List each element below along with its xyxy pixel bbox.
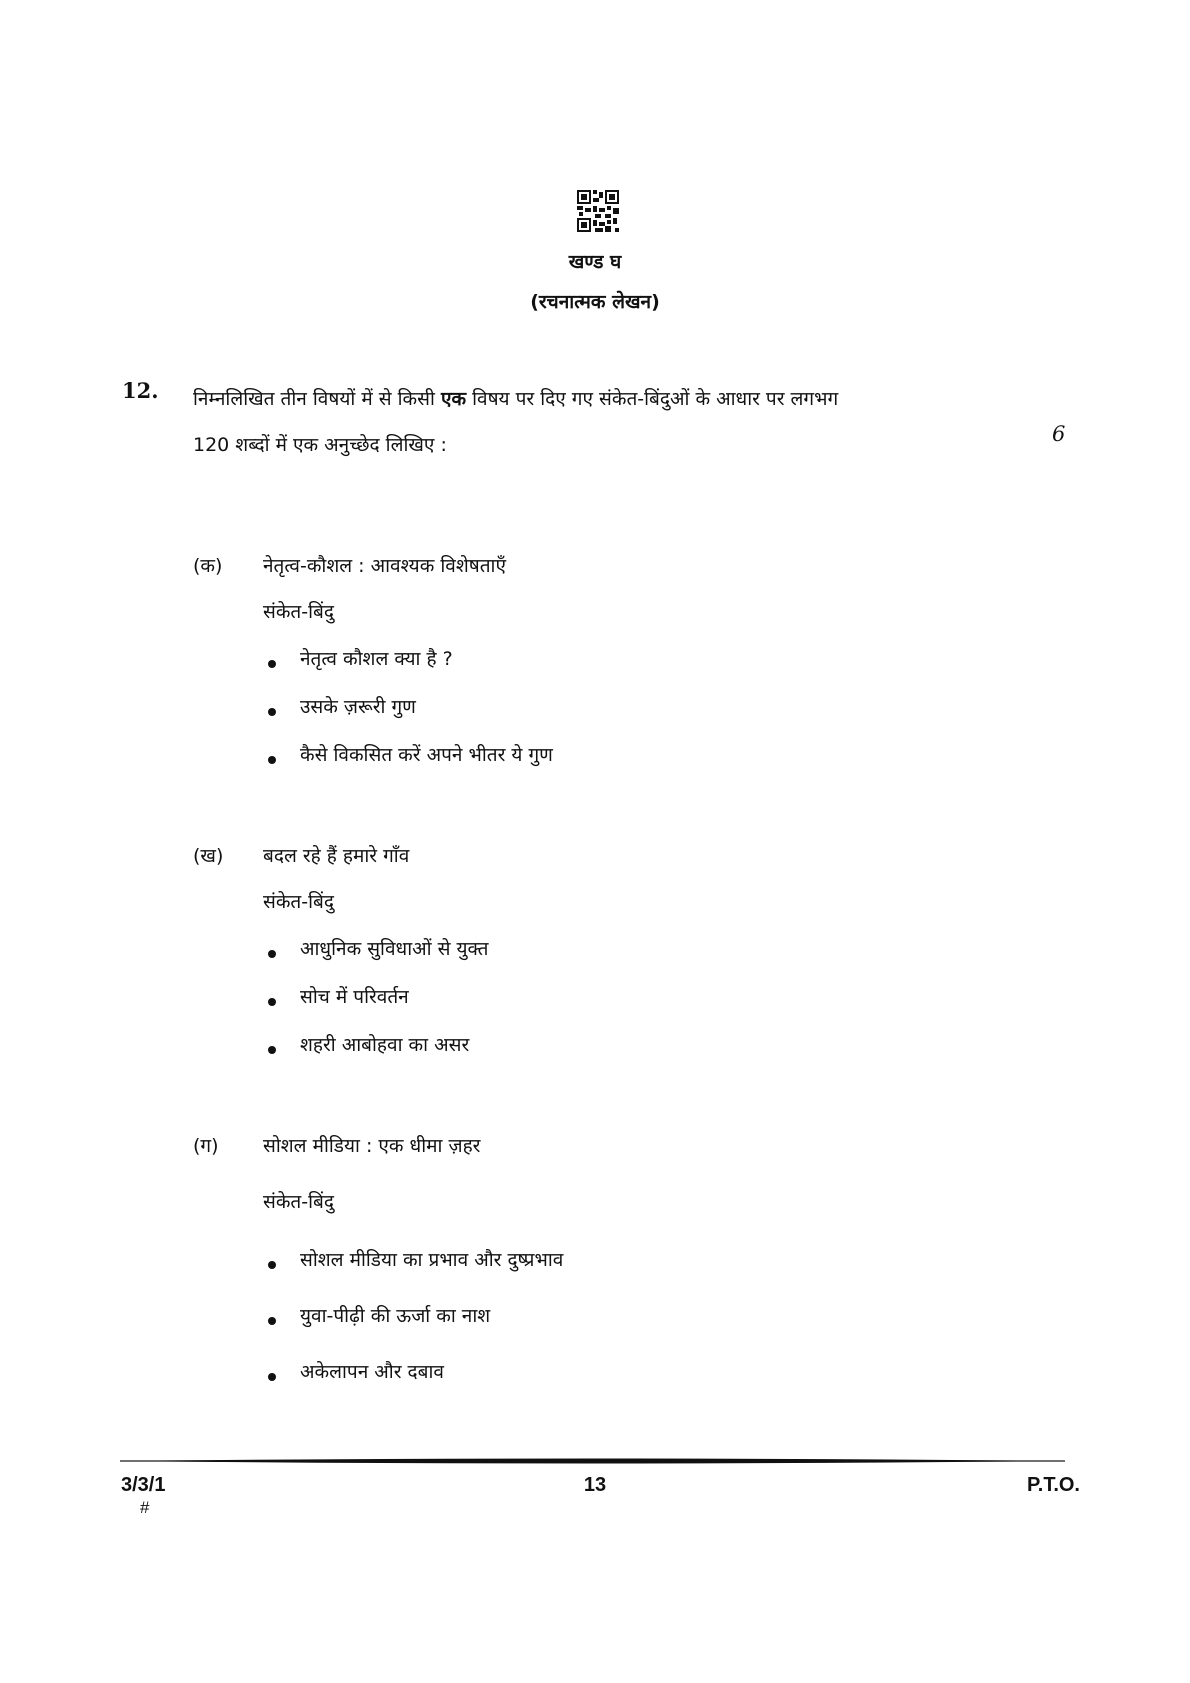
question-text-part2: विषय पर दिए गए संकेत-बिंदुओं के आधार पर लगभग	[466, 388, 839, 410]
section-title: खण्ड घ	[568, 251, 622, 273]
bullet-icon	[268, 756, 276, 764]
question-text-part1: निम्नलिखित तीन विषयों में से किसी	[193, 388, 441, 410]
hint-point: युवा-पीढ़ी की ऊर्जा का नाश	[300, 1305, 491, 1327]
paper-code: 3/3/1	[121, 1474, 166, 1496]
bullet-icon	[268, 1373, 276, 1381]
hint-label: संकेत-बिंदु	[263, 1191, 334, 1213]
bullet-icon	[268, 708, 276, 716]
pto-label: P.T.O.	[1027, 1474, 1080, 1496]
hint-point: सोच में परिवर्तन	[300, 986, 409, 1008]
bullet-icon	[268, 950, 276, 958]
hint-point: शहरी आबोहवा का असर	[300, 1034, 470, 1056]
bullet-icon	[268, 998, 276, 1006]
page-number: 13	[583, 1474, 607, 1496]
hint-point: उसके ज़रूरी गुण	[300, 696, 416, 718]
option-title: नेतृत्व-कौशल : आवश्यक विशेषताएँ	[263, 555, 506, 577]
hint-point: नेतृत्व कौशल क्या है ?	[300, 648, 453, 670]
bullet-icon	[268, 1261, 276, 1269]
option-label: (ख)	[193, 845, 224, 867]
bullet-icon	[268, 1046, 276, 1054]
question-text-emphasis: एक	[440, 388, 467, 410]
option-title: सोशल मीडिया : एक धीमा ज़हर	[263, 1135, 481, 1157]
footer-divider	[120, 1458, 1065, 1464]
question-text-line2: 120 शब्दों में एक अनुच्छेद लिखिए :	[193, 434, 447, 456]
paper-hash-mark: #	[140, 1498, 150, 1517]
qr-code-icon	[577, 190, 619, 232]
section-subtitle: (रचनात्मक लेखन)	[530, 291, 660, 313]
bullet-icon	[268, 1317, 276, 1325]
hint-point: कैसे विकसित करें अपने भीतर ये गुण	[300, 744, 553, 766]
bullet-icon	[268, 660, 276, 668]
option-title: बदल रहे हैं हमारे गाँव	[263, 845, 410, 867]
option-label: (क)	[193, 555, 223, 577]
hint-point: आधुनिक सुविधाओं से युक्त	[300, 938, 489, 960]
option-label: (ग)	[193, 1135, 219, 1157]
hint-point: सोशल मीडिया का प्रभाव और दुष्प्रभाव	[300, 1249, 564, 1271]
hint-label: संकेत-बिंदु	[263, 601, 334, 623]
question-text	[193, 376, 1023, 468]
question-number: 12.	[122, 378, 159, 403]
hint-point: अकेलापन और दबाव	[300, 1361, 444, 1383]
hint-label: संकेत-बिंदु	[263, 891, 334, 913]
question-marks: 6	[1052, 422, 1066, 446]
